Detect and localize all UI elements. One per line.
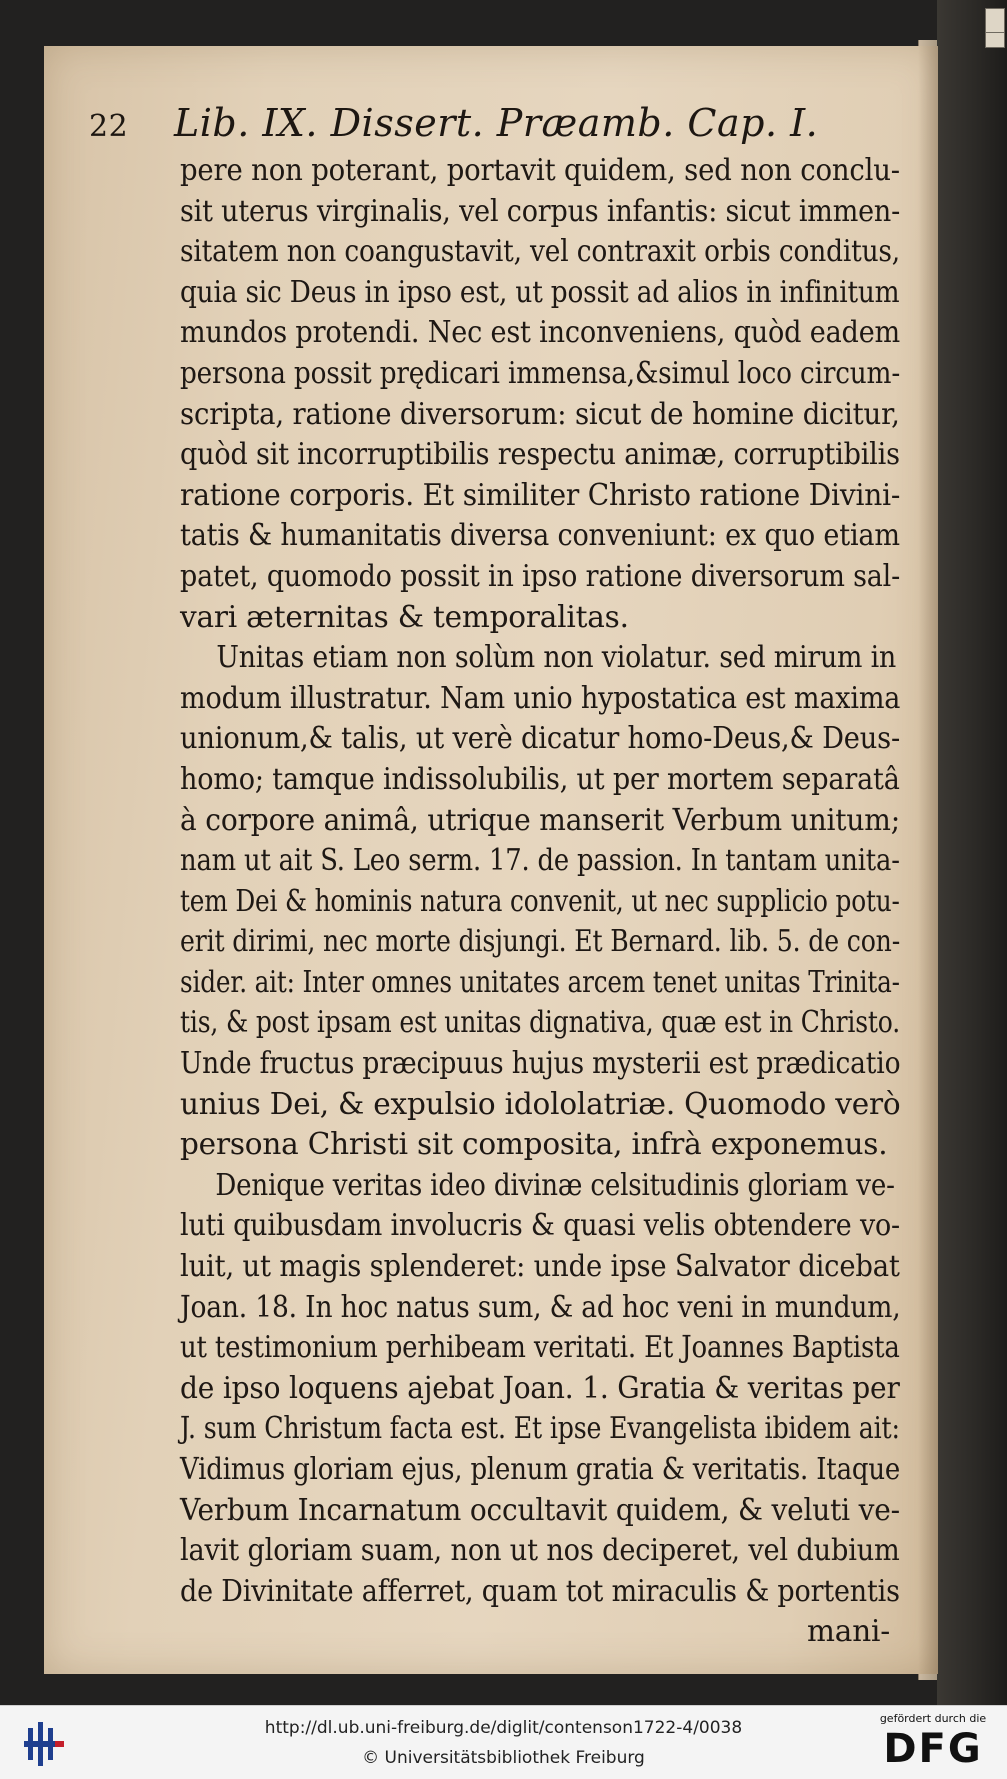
text-line: Unde fructus præcipuus hujus mysterii est prædicatio — [180, 1046, 901, 1081]
book-binding — [937, 0, 1007, 1705]
text-line: de Divinitate afferret, quam tot miraculis & portentis — [180, 1573, 900, 1608]
ruler-tab — [985, 32, 1005, 48]
text-line: de ipso loquens ajebat Joan. 1. Gratia & veritas per — [180, 1370, 900, 1405]
copyright-notice: © Universitätsbibliothek Freiburg — [362, 1748, 645, 1768]
text-line: pere non poterant, portavit quidem, sed non conclu- — [180, 153, 900, 187]
text-line: persona possit prędicari immensa,&simul loco circum- — [180, 355, 901, 390]
text-line: unius Dei, & expulsio idololatriæ. Quomodo verò — [180, 1086, 901, 1121]
text-line: vari æternitas & temporalitas. — [180, 599, 629, 634]
text-line: lavit gloriam suam, non ut nos deciperet, vel dubium — [180, 1533, 900, 1568]
text-line: tatis & humanitatis diversa conveniunt: ex quo etiam — [180, 518, 900, 553]
text-line: scripta, ratione diversorum: sicut de homine dicitur, — [180, 396, 900, 431]
dfg-logo: DFG — [883, 1726, 983, 1772]
page-edge-shadow — [918, 46, 938, 1674]
book-page — [44, 46, 938, 1674]
viewer-footer — [0, 1705, 1007, 1779]
running-head — [89, 101, 819, 145]
text-line: tis, & post ipsam est unitas dignativa, quæ est in Christo. — [180, 1005, 901, 1040]
catchword: mani- — [807, 1614, 890, 1649]
text-line: sit uterus virginalis, vel corpus infantis: sicut immen- — [180, 193, 901, 228]
text-line: modum illustratur. Nam unio hypostatica est maxima — [180, 680, 901, 715]
text-line: à corpore animâ, utrique manserit Verbum unitum; — [180, 802, 900, 837]
text-line: luti quibusdam involucris & quasi velis obtendere vo- — [180, 1208, 900, 1243]
text-line: quòd sit incorruptibilis respectu animæ, corruptibilis — [180, 437, 900, 472]
permalink-url[interactable]: http://dl.ub.uni-freiburg.de/diglit/contenson1722-4/0038 — [264, 1718, 743, 1738]
text-line: quia sic Deus in ipso est, ut possit ad alios in infinitum — [180, 274, 900, 309]
dfg-funding-block — [873, 1710, 993, 1776]
text-line: Verbum Incarnatum occultavit quidem, & veluti ve- — [180, 1492, 900, 1527]
text-line: tem Dei & hominis natura convenit, ut nec supplicio potu- — [180, 883, 900, 918]
running-head-title: Lib. IX. Dissert. Præamb. Cap. I. — [174, 101, 819, 145]
text-line: sider. ait: Inter omnes unitates arcem tenet unitas Trinita- — [180, 964, 900, 999]
page-number: 22 — [89, 109, 129, 144]
text-line: Unitas etiam non solùm non violatur. sed mirum in — [216, 640, 897, 675]
text-line: nam ut ait S. Leo serm. 17. de passion. In tantam unita- — [180, 843, 900, 878]
text-line: ut testimonium perhibeam veritati. Et Joannes Baptista — [180, 1330, 900, 1365]
text-line: patet, quomodo possit in ipso ratione diversorum sal- — [180, 558, 901, 593]
text-line: sitatem non coangustavit, vel contraxit orbis conditus, — [180, 234, 901, 269]
funding-caption: gefördert durch die — [879, 1712, 987, 1725]
text-line: Joan. 18. In hoc natus sum, & ad hoc veni in mundum, — [180, 1289, 901, 1324]
text-line: homo; tamque indissolubilis, ut per mortem separatâ — [180, 761, 900, 796]
body-text — [180, 150, 900, 1652]
text-line: erit dirimi, nec morte disjungi. Et Bernard. lib. 5. de con- — [180, 924, 901, 959]
text-line: Vidimus gloriam ejus, plenum gratia & veritatis. Itaque — [180, 1452, 901, 1486]
text-line: luit, ut magis splenderet: unde ipse Salvator dicebat — [180, 1249, 900, 1284]
text-line: mundos protendi. Nec est inconveniens, quòd eadem — [180, 315, 901, 350]
text-line: persona Christi sit composita, infrà exponemus. — [180, 1127, 888, 1162]
text-line: ratione corporis. Et similiter Christo ratione Divini- — [180, 477, 901, 512]
text-line: J. sum Christum facta est. Et ipse Evangelista ibidem ait: — [180, 1411, 900, 1446]
text-line: Denique veritas ideo divinæ celsitudinis gloriam ve- — [215, 1167, 895, 1202]
text-line: unionum,& talis, ut verè dicatur homo-Deus,& Deus- — [180, 721, 901, 756]
